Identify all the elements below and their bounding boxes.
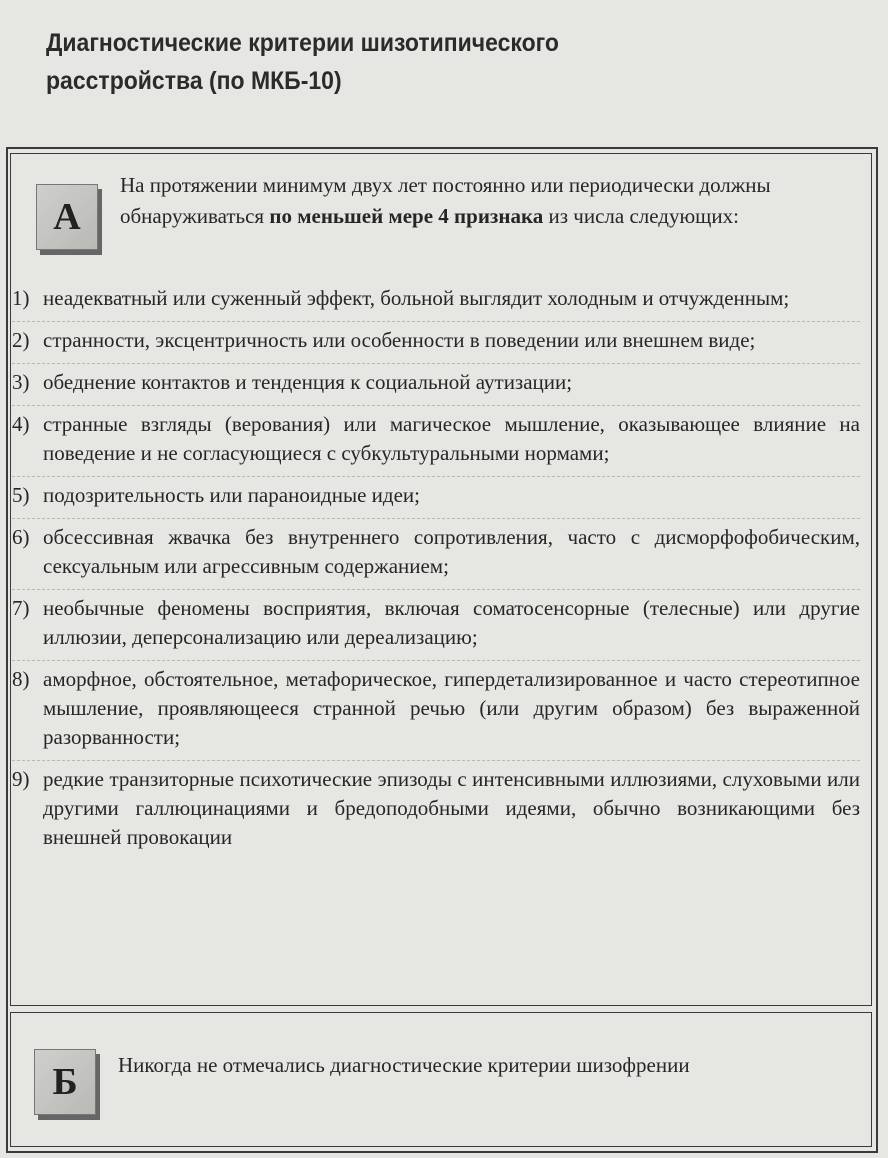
criterion-number: 8) <box>12 667 30 691</box>
criterion-text: обеднение контактов и тенденция к социальной аутизации; <box>43 370 573 394</box>
criterion-item <box>12 519 860 590</box>
intro-emphasis: по меньшей мере 4 признака <box>269 204 544 228</box>
criterion-number: 2) <box>12 328 30 352</box>
criterion-item <box>12 661 860 761</box>
criterion-text: странные взгляды (верования) или магическое мышление, оказывающее влияние на поведение и не согласующиеся с субкультуральными нормами; <box>43 412 860 465</box>
criterion-number: 3) <box>12 370 30 394</box>
criterion-number: 4) <box>12 412 30 436</box>
criterion-text: необычные феномены восприятия, включая соматосенсорные (телесные) или другие иллюзии, деперсонализацию или дереализацию; <box>43 596 860 649</box>
criterion-item <box>12 280 860 322</box>
criterion-number: 1) <box>12 286 30 310</box>
criterion-item <box>12 364 860 406</box>
criterion-text: аморфное, обстоятельное, метафорическое, гипердетализированное и часто стереотипное мышление, проявляющееся странной речью (или другим образом) без выраженной разорванности; <box>43 667 860 749</box>
criterion-text: редкие транзиторные психотические эпизоды с интенсивными иллюзиями, слуховыми или другими галлюцинациями и бредоподобными идеями, обычно возникающими без внешней провокации <box>43 767 860 849</box>
intro-text-start: На протяжении минимум двух лет постоянно или периодически должны обнаруживаться <box>120 173 771 228</box>
criterion-text: подозрительность или параноидные идеи; <box>43 483 420 507</box>
criterion-item <box>12 761 860 860</box>
page-title: Диагностические критерии шизотипического расстройства (по МКБ-10) <box>46 29 559 95</box>
criteria-list <box>12 280 860 860</box>
criterion-number: 5) <box>12 483 30 507</box>
criterion-number: 9) <box>12 767 30 791</box>
section-a-intro <box>120 170 860 232</box>
intro-text-end: из числа следующих: <box>543 204 739 228</box>
criterion-item <box>12 322 860 364</box>
section-b-text: Никогда не отмечались диагностические критерии шизофрении <box>118 1053 690 1077</box>
criterion-number: 7) <box>12 596 30 620</box>
section-b-badge: Б <box>34 1049 96 1115</box>
criterion-item <box>12 406 860 477</box>
criterion-item <box>12 477 860 519</box>
section-a-badge: А <box>36 184 98 250</box>
criterion-text: обсессивная жвачка без внутреннего сопротивления, часто с дисморфофобическим, сексуальным или агрессивным содержанием; <box>43 525 860 578</box>
criterion-text: неадекватный или суженный эффект, больной выглядит холодным и отчужденным; <box>43 286 790 310</box>
criterion-item <box>12 590 860 661</box>
criterion-text: странности, эксцентричность или особенности в поведении или внешнем виде; <box>43 328 756 352</box>
criterion-number: 6) <box>12 525 30 549</box>
